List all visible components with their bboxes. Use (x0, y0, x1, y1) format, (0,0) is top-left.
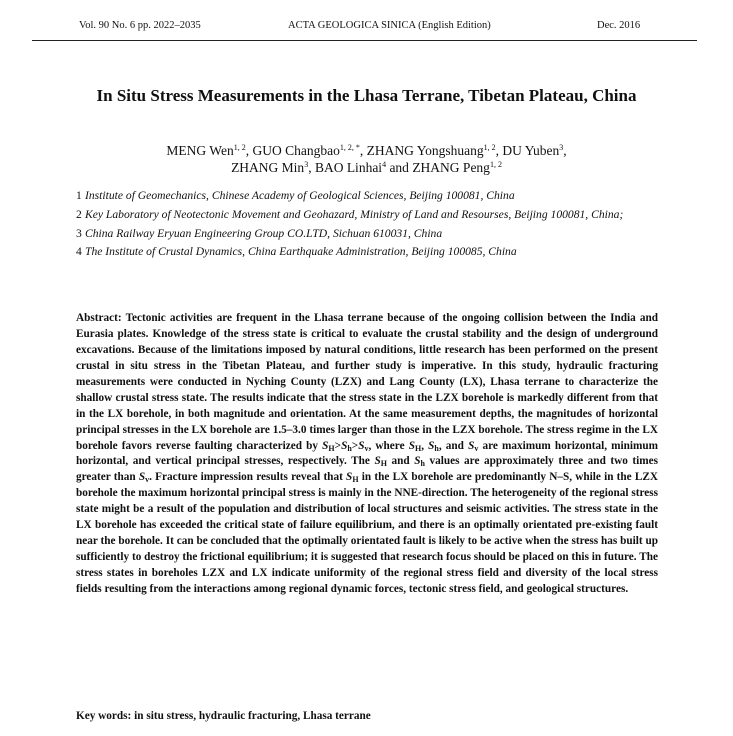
affiliation-list (76, 188, 661, 263)
punctuation: , (421, 439, 425, 452)
author-conjunction: and (389, 160, 409, 175)
symbol-s: S (341, 439, 348, 452)
affiliation-text: The Institute of Crustal Dynamics, China Earthquake Administration, Beijing 100085, China (85, 245, 517, 259)
abstract-text-1: Tectonic activities are frequent in the Lhasa terrane because of the ongoing collision between the India and Eurasia plates. Knowledge of the stress state is critical to evaluate the crustal stability and the design of underground excavations. Because of the limitations imposed by natural conditions, little research has been performed on the present crustal in situ stress in the Tibetan Plateau, and further study is imperative. In this study, hydraulic fracturing measurements were conducted in Nyching County (LZX) and Lang County (LX), Lhasa terrane to characterize the shallow crustal stress state. The results indicate that the stress state in the LZX borehole is markedly different from that in the LX borehole, in both magnitude and orientation. At the same measurement depths, the magnitudes of horizontal principal stresses in the LX borehole are 1.5–3.0 times larger than those in the LZX borehole. The stress regime in the LX borehole favors reverse faulting characterized by (76, 312, 659, 452)
author-name: DU Yuben (502, 143, 560, 158)
author-affil-mark: 3 (304, 160, 309, 169)
issue-date: Dec. 2016 (597, 20, 641, 31)
abstract-label: Abstract: (76, 312, 122, 324)
author-name: BAO Linhai (314, 160, 383, 175)
abstract (76, 311, 658, 598)
affiliation-item (76, 244, 661, 260)
symbol-s: S (414, 455, 421, 468)
subscript: h (420, 459, 425, 469)
author-line-2: ZHANG Min$^3$, BAO Linhai$^4$ and ZHANG Peng$^{1, 2}$ (231, 160, 502, 175)
subscript: v (474, 443, 479, 453)
keywords-text: in situ stress, hydraulic fracturing, Lhasa terrane (134, 710, 371, 722)
affiliation-number: 3 (76, 226, 82, 240)
subscript: v (364, 443, 369, 453)
volume-info: Vol. 90 No. 6 pp. 2022–2035 (79, 20, 201, 31)
author-name: MENG Wen (166, 143, 234, 158)
symbol-s: S (138, 471, 146, 484)
affiliation-number: 1 (76, 189, 82, 202)
author-affil-mark: 1, 2, * (339, 143, 360, 152)
abstract-text-4: . Fracture impression results reveal that (149, 471, 343, 484)
header-rule (32, 40, 697, 41)
author-list (0, 142, 733, 176)
operator: > (334, 439, 342, 452)
symbol-s: S (468, 439, 475, 452)
symbol-s: S (358, 439, 365, 452)
subscript: H (380, 459, 387, 469)
operator: > (351, 439, 359, 452)
affiliation-number: 2 (76, 207, 82, 221)
affiliation-text: Key Laboratory of Neotectonic Movement and Geohazard, Ministry of Land and Resourses, Beijing 100081, China; (85, 207, 624, 221)
keywords (76, 710, 658, 722)
punctuation: , (438, 439, 442, 452)
author-name: ZHANG Min (231, 160, 305, 175)
author-affil-mark: 3 (559, 143, 564, 152)
subscript: h (434, 443, 439, 453)
symbol-s: S (346, 471, 353, 484)
abstract-text-2: are maximum horizontal, minimum horizontal, and vertical principal stresses, respectively. The (76, 439, 659, 468)
journal-name: ACTA GEOLOGICA SINICA (English Edition) (288, 20, 491, 31)
symbol-s: S (374, 455, 381, 468)
abstract-word: and (445, 439, 464, 452)
affiliation-text: China Railway Eryuan Engineering Group CO.LTD, Sichuan 610031, China (85, 226, 443, 240)
author-line-1: MENG Wen$^{1, 2}$, GUO Changbao$^{1, 2, *}$, ZHANG Yongshuang$^{1, 2}$, DU Yuben$^3$, (166, 143, 567, 158)
subscript: v (145, 475, 150, 485)
author-affil-mark: 4 (382, 160, 387, 169)
symbol-s: S (408, 439, 415, 452)
symbol-s: S (428, 439, 435, 452)
punctuation: , (368, 439, 372, 452)
paper-title: In Situ Stress Measurements in the Lhasa Terrane, Tibetan Plateau, China (96, 86, 637, 105)
abstract-text-3: values are approximately three and two times greater than (76, 455, 659, 484)
abstract-word: where (375, 439, 405, 452)
keywords-label: Key words: (76, 710, 132, 722)
affiliation-item (76, 226, 661, 242)
subscript: h (347, 443, 352, 453)
author-affil-mark: 1, 2 (489, 160, 502, 169)
author-name: GUO Changbao (252, 143, 340, 158)
subscript: H (328, 443, 335, 453)
affiliation-number: 4 (76, 245, 82, 259)
affiliation-text: Institute of Geomechanics, Chinese Academy of Geological Sciences, Beijing 100081, China (85, 189, 515, 202)
subscript: H (414, 443, 422, 453)
subscript: H (352, 475, 359, 485)
abstract-text-5: in the LX borehole are predominantly N–S, while in the LZX borehole the maximum horizontal principal stress is mainly in the NNE-direction. The heterogeneity of the regional stress state might be a result of the population and distribution of local structures and seismic activities. The stress state in the LX borehole has exceeded the critical state of failure equilibrium, and there is an optimally orientated pre-existing fault near the borehole. It can be concluded that the optimally orientated fault is likely to be active when the stress has built up sufficiently to destroy the frictional equilibrium; it is suggested that research focus should be placed on this in future. The stress states in boreholes LZX and LX indicate uniformity of the regional stress field and diversity of the local stress fields resulting from the interactions among regional dynamic forces, tectonic stress field, and geological structures. (76, 471, 659, 595)
author-affil-mark: 1, 2 (483, 143, 496, 152)
affiliation-item (76, 188, 661, 204)
author-name: ZHANG Yongshuang (366, 143, 484, 158)
symbol-s: S (322, 439, 329, 452)
author-affil-mark: 1, 2 (233, 143, 246, 152)
abstract-word: and (391, 455, 410, 468)
affiliation-item (76, 207, 661, 223)
author-name: ZHANG Peng (412, 160, 490, 175)
